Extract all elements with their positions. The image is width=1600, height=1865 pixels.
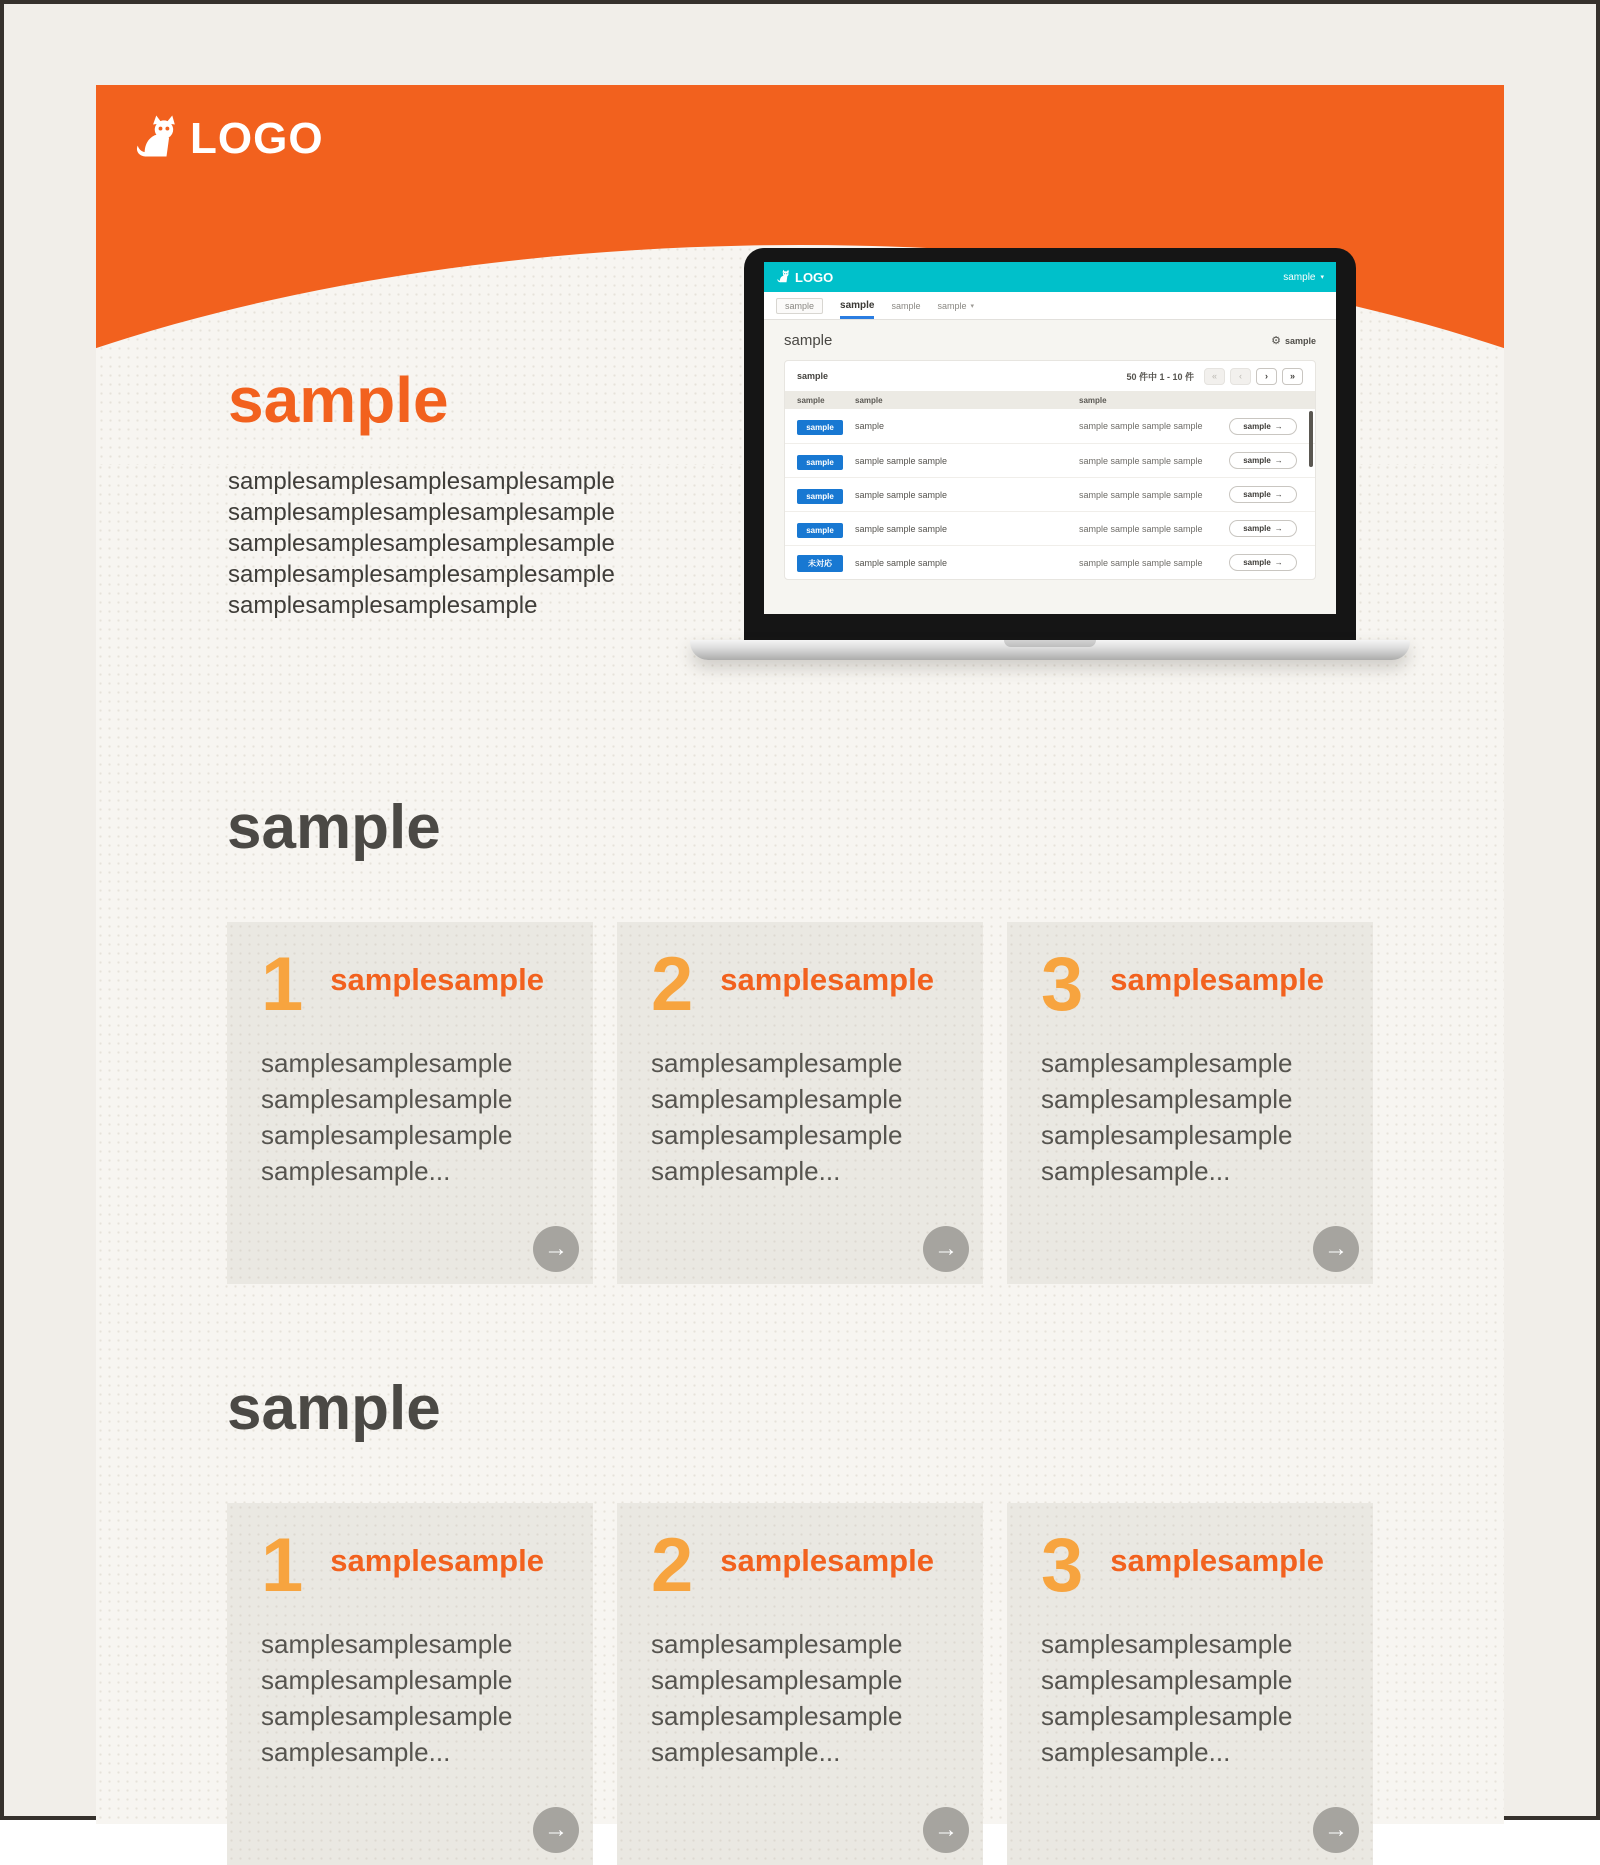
card-body-line: samplesample... [261, 1155, 451, 1186]
card-title: samplesample [720, 961, 934, 997]
card-title: samplesample [720, 1542, 934, 1578]
tab-1-label: sample [776, 298, 823, 314]
tab-2-label: sample [840, 300, 875, 311]
card-body-line: samplesamplesample [1041, 1047, 1293, 1078]
app-logo-text: LOGO [795, 269, 834, 285]
card-body-line: samplesample... [651, 1155, 841, 1186]
arrow-right-icon: → [934, 1815, 958, 1843]
card-body-line: samplesamplesample [261, 1047, 513, 1078]
settings-button[interactable] [1271, 334, 1316, 347]
card-number: 1 [261, 941, 304, 1027]
card-body-line: samplesamplesample [651, 1664, 903, 1695]
card-title: samplesample [330, 961, 544, 997]
app-content-header [784, 332, 1316, 349]
first-page-button[interactable]: « [1204, 368, 1225, 385]
prev-page-button[interactable]: ‹ [1230, 368, 1251, 385]
arrow-right-icon: → [1274, 558, 1283, 567]
chevron-down-icon: ▾ [970, 302, 975, 310]
hero-paragraph-line: samplesamplesamplesamplesample [228, 499, 615, 527]
card-body [261, 1626, 559, 1770]
tab-3[interactable] [891, 292, 920, 319]
arrow-right-icon: → [1274, 421, 1283, 431]
card-body-line: samplesamplesample [1041, 1083, 1293, 1114]
card-body-line: samplesamplesample [1041, 1628, 1293, 1659]
card-number: 1 [261, 1522, 304, 1608]
row-detail: sample sample sample sample [1079, 489, 1203, 500]
last-page-button[interactable]: » [1282, 368, 1303, 385]
card-body-line: samplesamplesample [1041, 1700, 1293, 1731]
card-body-line: samplesamplesample [261, 1664, 513, 1695]
row-action-label: sample [1243, 558, 1271, 567]
card-body-line: samplesamplesample [651, 1083, 903, 1114]
tab-2-active[interactable] [840, 292, 874, 319]
table-row [785, 511, 1315, 545]
card-body-line: samplesamplesample [651, 1700, 903, 1731]
card-arrow-button[interactable] [533, 1807, 579, 1853]
row-action-button[interactable] [1229, 554, 1297, 571]
status-badge: sample [797, 455, 843, 470]
row-action-button[interactable] [1229, 486, 1297, 503]
section-2-heading: sample [227, 1373, 441, 1443]
app-navbar [764, 262, 1336, 292]
row-detail: sample sample sample sample [1079, 421, 1203, 431]
status-badge: 未対応 [797, 555, 843, 572]
app-tab-bar [764, 292, 1336, 320]
card-body-line: samplesample... [651, 1736, 841, 1767]
feature-card-3 [1007, 922, 1373, 1284]
card-body [261, 1045, 559, 1189]
arrow-right-icon: → [1274, 456, 1283, 465]
arrow-right-icon: → [1274, 490, 1283, 499]
feature-card-1 [227, 922, 593, 1284]
laptop-mockup [690, 248, 1410, 660]
row-title: sample [855, 421, 885, 431]
arrow-right-icon: → [1324, 1234, 1348, 1262]
main-content [96, 795, 1504, 1865]
card-body-line: samplesamplesample [261, 1628, 513, 1659]
tab-4-label: sample [937, 300, 967, 311]
tab-1[interactable] [776, 292, 823, 319]
row-action-button[interactable] [1229, 418, 1297, 435]
card-body-line: samplesamplesample [261, 1119, 513, 1150]
card-title: samplesample [1110, 1542, 1324, 1578]
card-body-line: samplesamplesample [1041, 1119, 1293, 1150]
card-arrow-button[interactable] [1313, 1807, 1359, 1853]
laptop-screen [764, 262, 1336, 614]
card-body-line: samplesample... [261, 1736, 451, 1767]
page [96, 85, 1504, 1843]
card-arrow-button[interactable] [923, 1226, 969, 1272]
hero-paragraph [228, 466, 728, 621]
card-body-line: samplesamplesample [651, 1047, 903, 1078]
list-card [784, 360, 1316, 580]
row-title: sample sample sample [855, 455, 948, 466]
row-action-label: sample [1243, 421, 1271, 431]
arrow-right-icon: → [1324, 1815, 1348, 1843]
app-logo [776, 269, 833, 286]
hero-text-block [228, 364, 728, 621]
arrow-right-icon: → [544, 1815, 568, 1843]
list-card-header [785, 361, 1315, 391]
hero-paragraph-line: samplesamplesamplesample [228, 592, 538, 620]
card-body [1041, 1626, 1339, 1770]
tab-3-label: sample [891, 300, 921, 311]
card-arrow-button[interactable] [533, 1226, 579, 1272]
status-badge: sample [797, 489, 843, 504]
table-row [785, 477, 1315, 511]
feature-card-2 [617, 922, 983, 1284]
section-1-heading: sample [227, 793, 441, 862]
card-body-line: samplesamplesample [651, 1628, 903, 1659]
cat-logo-icon-small [776, 269, 790, 286]
row-title: sample sample sample [855, 557, 948, 568]
card-body [651, 1626, 949, 1770]
tab-4[interactable] [938, 292, 975, 319]
row-detail: sample sample sample sample [1079, 455, 1203, 466]
card-title: samplesample [330, 1542, 544, 1578]
column-header-status: sample [797, 395, 825, 405]
feature-card-3 [1007, 1503, 1373, 1865]
card-body-line: samplesamplesample [261, 1700, 513, 1731]
table-row [785, 443, 1315, 477]
list-title: sample [797, 371, 829, 381]
column-header-detail: sample [1079, 395, 1107, 405]
settings-label: sample [1284, 335, 1316, 346]
brand-logo-text: LOGO [190, 113, 324, 163]
next-page-button[interactable]: › [1256, 368, 1277, 385]
row-action-label: sample [1243, 490, 1271, 499]
row-action-button[interactable] [1229, 520, 1297, 537]
row-detail: sample sample sample sample [1079, 557, 1203, 568]
laptop-base [690, 640, 1410, 660]
card-arrow-button[interactable] [1313, 1226, 1359, 1272]
user-menu[interactable] [1283, 272, 1324, 283]
table-header-row [785, 391, 1315, 409]
row-action-button[interactable] [1229, 452, 1297, 469]
section-1-cards [227, 922, 1373, 1284]
app-page-title: sample [784, 332, 833, 349]
card-body-line: samplesamplesample [1041, 1664, 1293, 1695]
card-body-line: samplesample... [1041, 1155, 1231, 1186]
hero-paragraph-line: samplesamplesamplesamplesample [228, 530, 615, 558]
row-title: sample sample sample [855, 489, 948, 500]
pagination-count: 50 件中 1 - 10 件 [1126, 371, 1194, 382]
status-badge: sample [797, 420, 843, 435]
section-2-cards [227, 1503, 1373, 1865]
row-title: sample sample sample [855, 523, 948, 534]
cat-logo-icon [132, 113, 178, 164]
card-number: 2 [651, 941, 694, 1027]
arrow-right-icon: → [1274, 524, 1283, 533]
status-badge: sample [797, 523, 843, 538]
hero-paragraph-line: samplesamplesamplesamplesample [228, 468, 615, 496]
card-body [651, 1045, 949, 1189]
table-row [785, 409, 1315, 443]
column-header-title: sample [855, 395, 883, 405]
card-body-line: samplesample... [1041, 1736, 1231, 1767]
table-row [785, 545, 1315, 579]
card-title: samplesample [1110, 961, 1324, 997]
scrollbar-thumb[interactable] [1309, 411, 1313, 467]
gear-icon: ⚙ [1271, 335, 1281, 347]
app-content [764, 320, 1336, 614]
row-detail: sample sample sample sample [1079, 523, 1203, 534]
arrow-right-icon: → [544, 1234, 568, 1262]
user-menu-label: sample [1283, 271, 1316, 283]
row-action-label: sample [1243, 524, 1271, 533]
card-body [1041, 1045, 1339, 1189]
row-action-label: sample [1243, 456, 1271, 465]
card-number: 3 [1041, 1522, 1084, 1608]
card-number: 2 [651, 1522, 694, 1608]
brand-logo [132, 113, 324, 164]
hero-paragraph-line: samplesamplesamplesamplesample [228, 561, 615, 589]
laptop-bezel [744, 248, 1356, 640]
card-arrow-button[interactable] [923, 1807, 969, 1853]
arrow-right-icon: → [934, 1234, 958, 1262]
pagination [1126, 368, 1303, 385]
card-body-line: samplesamplesample [261, 1083, 513, 1114]
card-number: 3 [1041, 941, 1084, 1027]
card-body-line: samplesamplesample [651, 1119, 903, 1150]
chevron-down-icon: ▾ [1320, 274, 1324, 281]
feature-card-2 [617, 1503, 983, 1865]
feature-card-1 [227, 1503, 593, 1865]
hero-title: sample [228, 364, 449, 436]
